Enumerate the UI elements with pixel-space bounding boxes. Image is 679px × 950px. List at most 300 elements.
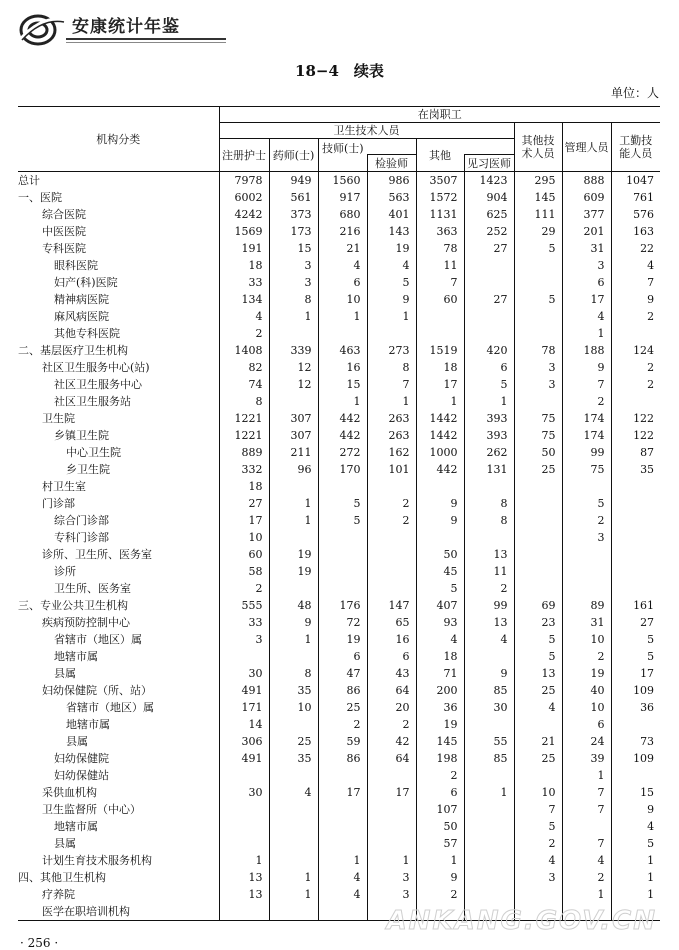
row-value: 7 — [562, 801, 611, 818]
row-value — [318, 818, 367, 835]
header-health-tech: 卫生技术人员 — [219, 123, 514, 139]
row-label: 省辖市（地区）属 — [66, 701, 154, 714]
row-value: 377 — [562, 206, 611, 223]
row-value — [269, 801, 318, 818]
row-label: 总计 — [18, 174, 40, 187]
row-value: 3 — [219, 631, 269, 648]
row-label: 妇幼保健站 — [54, 769, 109, 782]
row-value: 442 — [318, 410, 367, 427]
table-row — [18, 189, 660, 206]
row-value — [514, 512, 562, 529]
row-value: 1408 — [219, 342, 269, 359]
row-value: 6 — [562, 274, 611, 291]
row-value: 69 — [514, 597, 562, 614]
row-value: 1 — [269, 495, 318, 512]
row-value: 491 — [219, 750, 269, 767]
row-value — [464, 529, 514, 546]
row-value: 4 — [514, 852, 562, 869]
row-value: 48 — [269, 597, 318, 614]
row-value — [269, 325, 318, 342]
row-value: 134 — [219, 291, 269, 308]
row-value: 1 — [611, 869, 660, 886]
table-row — [18, 376, 660, 393]
row-value: 5 — [416, 580, 464, 597]
row-value: 162 — [367, 444, 416, 461]
row-value: 9 — [416, 512, 464, 529]
row-value: 191 — [219, 240, 269, 257]
row-value — [562, 580, 611, 597]
row-value: 176 — [318, 597, 367, 614]
row-value: 55 — [464, 733, 514, 750]
row-value: 4 — [416, 631, 464, 648]
row-value — [611, 325, 660, 342]
table-row — [18, 733, 660, 750]
row-value: 39 — [562, 750, 611, 767]
row-value: 2 — [464, 580, 514, 597]
row-value: 576 — [611, 206, 660, 223]
row-value — [416, 308, 464, 325]
header-rule-thin — [66, 42, 226, 43]
row-value — [219, 767, 269, 784]
row-label: 一、医院 — [18, 191, 62, 204]
row-value: 1 — [367, 393, 416, 410]
row-value: 9 — [611, 291, 660, 308]
row-value: 9 — [416, 869, 464, 886]
row-value — [464, 274, 514, 291]
row-label: 疗养院 — [42, 888, 75, 901]
row-value — [367, 563, 416, 580]
row-label: 门诊部 — [42, 497, 75, 510]
table-row — [18, 886, 660, 903]
row-value: 295 — [514, 172, 562, 190]
header-technician: 技师(士) — [318, 139, 367, 155]
row-value: 7 — [562, 376, 611, 393]
row-value: 9 — [416, 495, 464, 512]
row-value: 60 — [416, 291, 464, 308]
row-value: 761 — [611, 189, 660, 206]
table-row — [18, 648, 660, 665]
row-value: 6 — [318, 648, 367, 665]
row-value: 18 — [219, 478, 269, 495]
row-value: 122 — [611, 410, 660, 427]
row-value: 2 — [318, 716, 367, 733]
row-label: 二、基层医疗卫生机构 — [18, 344, 128, 357]
row-value: 19 — [269, 563, 318, 580]
row-value: 1 — [416, 852, 464, 869]
header-management: 管理人员 — [562, 123, 611, 172]
row-label: 地辖市属 — [54, 650, 98, 663]
table-row — [18, 427, 660, 444]
row-value: 1221 — [219, 410, 269, 427]
row-label: 社区卫生服务中心 — [54, 378, 142, 391]
row-value: 35 — [269, 750, 318, 767]
header-category: 机构分类 — [18, 107, 219, 172]
row-value — [464, 478, 514, 495]
row-value: 3 — [367, 869, 416, 886]
row-value — [367, 325, 416, 342]
row-value: 5 — [514, 818, 562, 835]
row-label: 乡镇卫生院 — [54, 429, 109, 442]
row-value: 420 — [464, 342, 514, 359]
row-value: 4 — [367, 257, 416, 274]
row-value — [514, 529, 562, 546]
row-value: 89 — [562, 597, 611, 614]
row-value: 1 — [269, 631, 318, 648]
row-value — [611, 580, 660, 597]
row-value: 161 — [611, 597, 660, 614]
row-value: 4 — [318, 886, 367, 903]
row-label: 精神病医院 — [54, 293, 109, 306]
row-label: 地辖市属 — [66, 718, 110, 731]
row-value: 99 — [562, 444, 611, 461]
row-value: 7 — [562, 835, 611, 852]
row-label: 专科门诊部 — [54, 531, 109, 544]
row-value — [514, 580, 562, 597]
row-value: 1 — [416, 393, 464, 410]
row-value: 35 — [269, 682, 318, 699]
table-row — [18, 597, 660, 614]
row-value: 5 — [514, 631, 562, 648]
row-value: 463 — [318, 342, 367, 359]
row-value: 2 — [562, 512, 611, 529]
row-value: 10 — [562, 631, 611, 648]
row-value: 198 — [416, 750, 464, 767]
row-value: 7978 — [219, 172, 269, 190]
table-row — [18, 852, 660, 869]
row-value: 6 — [318, 274, 367, 291]
row-value: 17 — [367, 784, 416, 801]
row-value: 36 — [611, 699, 660, 716]
row-value: 5 — [464, 376, 514, 393]
row-value: 10 — [269, 699, 318, 716]
row-value: 2 — [514, 835, 562, 852]
row-value — [464, 767, 514, 784]
row-value: 2 — [611, 376, 660, 393]
row-value — [464, 325, 514, 342]
row-value: 57 — [416, 835, 464, 852]
row-value — [464, 835, 514, 852]
row-value: 64 — [367, 682, 416, 699]
row-value: 18 — [416, 648, 464, 665]
row-value: 9 — [269, 614, 318, 631]
row-value: 2 — [367, 512, 416, 529]
row-value — [269, 852, 318, 869]
row-value: 12 — [269, 376, 318, 393]
row-value: 85 — [464, 750, 514, 767]
row-value: 1 — [367, 852, 416, 869]
row-value: 9 — [611, 801, 660, 818]
row-value: 8 — [269, 665, 318, 682]
row-value — [514, 257, 562, 274]
row-value: 561 — [269, 189, 318, 206]
row-value: 82 — [219, 359, 269, 376]
table-row — [18, 274, 660, 291]
row-value: 3 — [514, 376, 562, 393]
row-value: 73 — [611, 733, 660, 750]
row-value: 491 — [219, 682, 269, 699]
table-row — [18, 223, 660, 240]
header-worker: 工勤技能人员 — [611, 123, 660, 172]
row-value: 25 — [514, 750, 562, 767]
row-value: 7 — [367, 376, 416, 393]
table-row — [18, 529, 660, 546]
row-value: 5 — [514, 240, 562, 257]
row-value: 2 — [416, 767, 464, 784]
row-value: 16 — [318, 359, 367, 376]
row-value: 3 — [269, 274, 318, 291]
row-value — [562, 478, 611, 495]
row-value — [464, 308, 514, 325]
row-value — [318, 325, 367, 342]
row-value — [318, 580, 367, 597]
row-value: 99 — [464, 597, 514, 614]
row-value: 109 — [611, 750, 660, 767]
row-value — [269, 835, 318, 852]
table-row — [18, 495, 660, 512]
row-value: 6002 — [219, 189, 269, 206]
row-value: 170 — [318, 461, 367, 478]
row-value: 107 — [416, 801, 464, 818]
table-row — [18, 325, 660, 342]
row-value: 5 — [562, 495, 611, 512]
row-value: 10 — [318, 291, 367, 308]
row-value — [514, 325, 562, 342]
header-technician-cont — [318, 155, 367, 172]
row-value: 407 — [416, 597, 464, 614]
row-value: 171 — [219, 699, 269, 716]
row-value: 188 — [562, 342, 611, 359]
row-value — [219, 903, 269, 921]
row-value: 42 — [367, 733, 416, 750]
row-value: 78 — [416, 240, 464, 257]
row-value: 3 — [367, 886, 416, 903]
row-label: 地辖市属 — [54, 820, 98, 833]
row-value: 3507 — [416, 172, 464, 190]
row-value: 401 — [367, 206, 416, 223]
row-label: 其他专科医院 — [54, 327, 120, 340]
row-value: 10 — [219, 529, 269, 546]
row-label: 三、专业公共卫生机构 — [18, 599, 128, 612]
row-value: 47 — [318, 665, 367, 682]
row-value: 5 — [318, 495, 367, 512]
row-value — [514, 495, 562, 512]
row-value — [318, 546, 367, 563]
row-value: 4 — [611, 818, 660, 835]
row-value — [464, 257, 514, 274]
row-value: 1560 — [318, 172, 367, 190]
row-label: 诊所、卫生所、医务室 — [42, 548, 152, 561]
row-value: 4 — [269, 784, 318, 801]
row-label: 乡卫生院 — [66, 463, 110, 476]
unit-label: 单位：人 — [610, 86, 659, 100]
row-value: 8 — [269, 291, 318, 308]
row-value: 1000 — [416, 444, 464, 461]
row-value — [514, 393, 562, 410]
row-value — [562, 546, 611, 563]
yearbook-logo-icon — [18, 10, 66, 48]
row-value: 888 — [562, 172, 611, 190]
row-value — [611, 767, 660, 784]
row-value — [269, 903, 318, 921]
yearbook-brand: 安康统计年鉴 — [72, 17, 180, 37]
row-value: 1 — [464, 393, 514, 410]
row-value: 65 — [367, 614, 416, 631]
row-value — [416, 529, 464, 546]
row-value — [367, 818, 416, 835]
row-label: 综合门诊部 — [54, 514, 109, 527]
row-value: 31 — [562, 240, 611, 257]
row-label: 综合医院 — [42, 208, 86, 221]
table-row — [18, 835, 660, 852]
row-value — [464, 801, 514, 818]
header-other-tech: 其他技术人员 — [514, 123, 562, 172]
row-value: 19 — [318, 631, 367, 648]
row-label: 卫生所、医务室 — [54, 582, 131, 595]
row-value: 86 — [318, 682, 367, 699]
row-value: 20 — [367, 699, 416, 716]
table-row — [18, 631, 660, 648]
row-value: 11 — [416, 257, 464, 274]
table-row — [18, 750, 660, 767]
row-value: 18 — [219, 257, 269, 274]
header-other: 其他 — [416, 139, 464, 172]
row-value: 72 — [318, 614, 367, 631]
table-row — [18, 767, 660, 784]
row-value: 1 — [367, 308, 416, 325]
row-value — [611, 478, 660, 495]
row-value: 36 — [416, 699, 464, 716]
row-value: 625 — [464, 206, 514, 223]
row-value: 5 — [514, 291, 562, 308]
row-value: 4 — [318, 869, 367, 886]
row-value: 4 — [562, 852, 611, 869]
row-value: 1 — [562, 325, 611, 342]
table-row — [18, 784, 660, 801]
row-value — [219, 648, 269, 665]
row-value: 8 — [464, 512, 514, 529]
table-row — [18, 478, 660, 495]
row-value — [318, 478, 367, 495]
row-value: 74 — [219, 376, 269, 393]
row-value — [367, 529, 416, 546]
row-value: 131 — [464, 461, 514, 478]
table-row — [18, 410, 660, 427]
row-value: 3 — [514, 359, 562, 376]
row-value — [269, 767, 318, 784]
row-value: 50 — [416, 818, 464, 835]
row-value: 363 — [416, 223, 464, 240]
row-value: 211 — [269, 444, 318, 461]
row-value: 64 — [367, 750, 416, 767]
row-value: 50 — [416, 546, 464, 563]
table-row — [18, 308, 660, 325]
row-value: 10 — [514, 784, 562, 801]
row-value — [611, 563, 660, 580]
table-row — [18, 665, 660, 682]
row-value — [464, 886, 514, 903]
row-value: 19 — [416, 716, 464, 733]
row-value: 7 — [562, 784, 611, 801]
row-value: 85 — [464, 682, 514, 699]
row-value: 4 — [514, 699, 562, 716]
row-value: 1442 — [416, 410, 464, 427]
row-label: 麻风病医院 — [54, 310, 109, 323]
row-value: 442 — [416, 461, 464, 478]
row-value: 25 — [514, 682, 562, 699]
row-value — [611, 495, 660, 512]
row-value — [611, 529, 660, 546]
row-value: 262 — [464, 444, 514, 461]
row-value: 5 — [611, 648, 660, 665]
row-value: 1 — [611, 852, 660, 869]
row-value — [514, 563, 562, 580]
row-value — [514, 274, 562, 291]
row-value: 6 — [416, 784, 464, 801]
row-value — [318, 529, 367, 546]
page-header — [0, 0, 679, 56]
table-row — [18, 716, 660, 733]
row-value: 75 — [562, 461, 611, 478]
row-value: 86 — [318, 750, 367, 767]
table-row — [18, 257, 660, 274]
statistics-table — [18, 106, 660, 921]
row-label: 县属 — [54, 837, 76, 850]
row-value: 8 — [367, 359, 416, 376]
row-value: 1 — [611, 886, 660, 903]
row-value — [562, 563, 611, 580]
row-value: 174 — [562, 427, 611, 444]
row-value: 58 — [219, 563, 269, 580]
row-value: 59 — [318, 733, 367, 750]
row-value — [611, 716, 660, 733]
row-value: 1569 — [219, 223, 269, 240]
row-value: 17 — [219, 512, 269, 529]
row-value: 45 — [416, 563, 464, 580]
row-value: 163 — [611, 223, 660, 240]
row-label: 采供血机构 — [42, 786, 97, 799]
row-value: 24 — [562, 733, 611, 750]
row-value: 4 — [611, 257, 660, 274]
row-value: 16 — [367, 631, 416, 648]
row-value — [367, 801, 416, 818]
row-value: 3 — [514, 869, 562, 886]
row-value: 15 — [269, 240, 318, 257]
row-value: 332 — [219, 461, 269, 478]
row-value: 201 — [562, 223, 611, 240]
row-value: 17 — [562, 291, 611, 308]
row-value: 1131 — [416, 206, 464, 223]
row-value: 1423 — [464, 172, 514, 190]
row-value: 13 — [219, 869, 269, 886]
row-value: 2 — [367, 716, 416, 733]
row-value: 2 — [562, 648, 611, 665]
row-value — [514, 716, 562, 733]
row-value: 30 — [219, 784, 269, 801]
row-value: 1 — [464, 784, 514, 801]
row-value — [464, 716, 514, 733]
row-value: 143 — [367, 223, 416, 240]
row-value: 17 — [416, 376, 464, 393]
row-value — [514, 886, 562, 903]
row-value: 9 — [562, 359, 611, 376]
row-value: 111 — [514, 206, 562, 223]
row-value: 307 — [269, 410, 318, 427]
row-value: 109 — [611, 682, 660, 699]
row-value: 1 — [562, 767, 611, 784]
row-value — [367, 767, 416, 784]
row-value: 35 — [611, 461, 660, 478]
row-label: 计划生育技术服务机构 — [42, 854, 152, 867]
